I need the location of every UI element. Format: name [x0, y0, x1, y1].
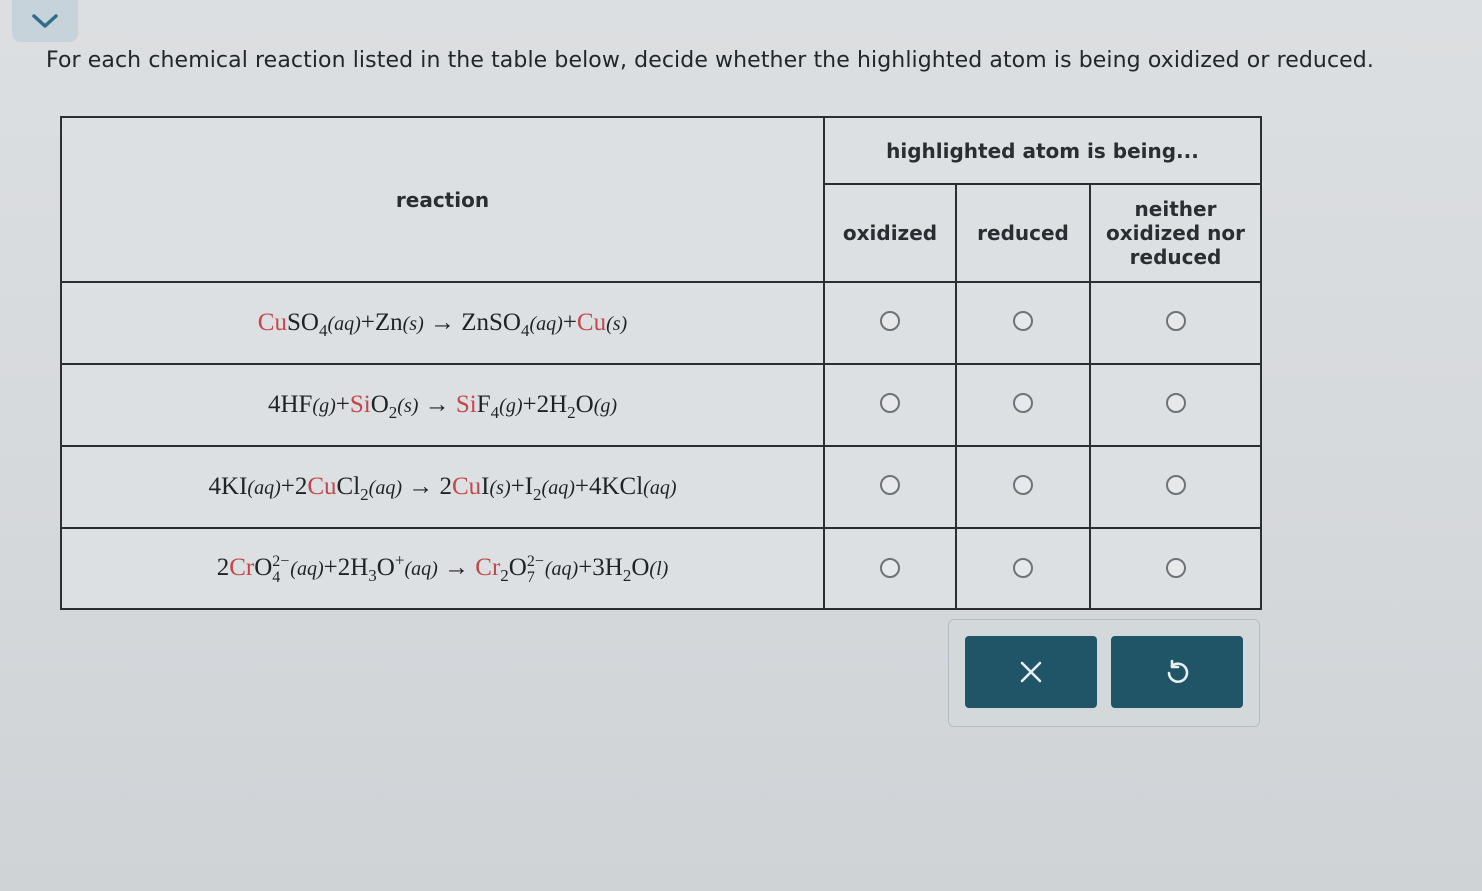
table-row [62, 528, 1260, 610]
table-row [62, 364, 1260, 446]
radio-reduced[interactable] [1013, 558, 1033, 578]
clear-button[interactable] [965, 636, 1097, 708]
option-reduced[interactable] [956, 364, 1090, 446]
radio-neither[interactable] [1166, 393, 1186, 413]
radio-reduced[interactable] [1013, 393, 1033, 413]
radio-oxidized[interactable] [880, 393, 900, 413]
header-oxidized: oxidized [824, 184, 956, 282]
table-row [62, 446, 1260, 528]
option-oxidized[interactable] [824, 446, 956, 528]
radio-neither[interactable] [1166, 558, 1186, 578]
option-reduced[interactable] [956, 528, 1090, 610]
radio-oxidized[interactable] [880, 558, 900, 578]
option-oxidized[interactable] [824, 364, 956, 446]
reaction-equation: $4HF(g)+SiO_2(s) \to SiF_4(g)+2H_2O(g)$ [62, 364, 824, 446]
action-panel [948, 619, 1260, 727]
chevron-down-icon [31, 12, 59, 30]
header-reduced: reduced [956, 184, 1090, 282]
reaction-equation: 4KI(aq)+2CuCl$_2$(aq) → $2CuI(s)+I_2(aq)+4KCl(aq)$ [62, 446, 824, 528]
radio-reduced[interactable] [1013, 311, 1033, 331]
radio-oxidized[interactable] [880, 475, 900, 495]
radio-oxidized[interactable] [880, 311, 900, 331]
option-reduced[interactable] [956, 282, 1090, 364]
header-highlighted-atom: highlighted atom is being... [824, 118, 1260, 184]
header-reaction: reaction [62, 118, 824, 282]
option-neither[interactable] [1090, 528, 1260, 610]
option-oxidized[interactable] [824, 282, 956, 364]
reaction-table [60, 116, 1262, 610]
collapse-button[interactable] [12, 0, 78, 42]
option-neither[interactable] [1090, 282, 1260, 364]
undo-icon [1163, 658, 1191, 686]
header-neither: neither oxidized nor reduced [1090, 184, 1260, 282]
reaction-equation: CuSO$_4$(aq)+Zn(s) → ZnSO$_4$(aq)+Cu(s) [62, 282, 824, 364]
option-neither[interactable] [1090, 446, 1260, 528]
question-prompt: For each chemical reaction listed in the table below, decide whether the highlighted atom is being oxidized or reduced. [46, 48, 1374, 73]
undo-button[interactable] [1111, 636, 1243, 708]
radio-reduced[interactable] [1013, 475, 1033, 495]
table-row [62, 282, 1260, 364]
radio-neither[interactable] [1166, 475, 1186, 495]
option-neither[interactable] [1090, 364, 1260, 446]
close-icon [1018, 659, 1044, 685]
option-oxidized[interactable] [824, 528, 956, 610]
option-reduced[interactable] [956, 446, 1090, 528]
radio-neither[interactable] [1166, 311, 1186, 331]
reaction-equation: 2CrO 2− 4 $(aq)+2H_3O^+(aq) \to Cr_2O$ 2− 7 $(aq)+3H_2O(l)$ [62, 528, 824, 610]
